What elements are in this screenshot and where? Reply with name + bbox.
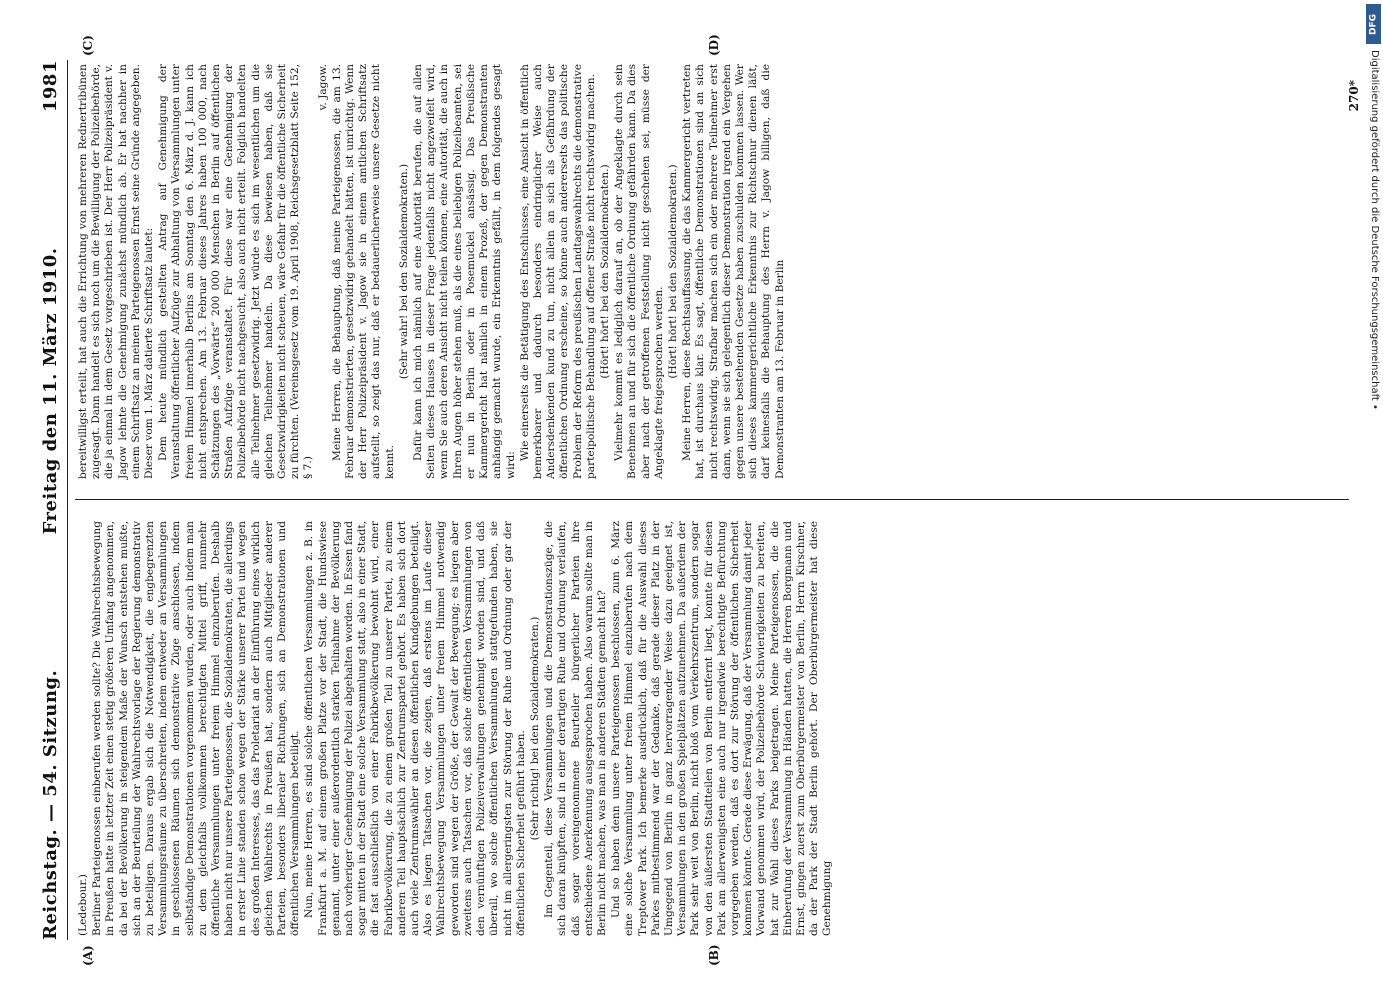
margin-mark-d: (D) <box>706 34 721 56</box>
signature-mark: 270* <box>1346 80 1361 112</box>
interjection: (Hört! hört! bei den Sozialdemokraten.) <box>666 164 679 379</box>
dfg-logo: DFG <box>1366 4 1381 44</box>
paragraph: Dafür kann ich mich nämlich auf eine Autorität berufen, die auf allen Seiten dieses Hauses in dieser Frage jedenfalls nicht angezweifelt wird, wenn Sie auch deren Ansicht nicht teilen können, eine Autorität, die auch in Ihren Augen höher stehen muß, als die eines beliebigen Polizeibeamten, sei er nun in Berlin oder in Posemuckel ansässig. Das Preußische Kammergericht hat nämlich in einem Prozeß, der gegen Demonstranten anhängig gemacht wurde, ein Erkenntnis gefällt, in dem folgendes gesagt wird: <box>411 64 516 479</box>
interjection: (Sehr richtig! bei den Sozialdemokraten.) <box>528 616 541 841</box>
paragraph: bereitwilligst erteilt, hat auch die Errichtung von mehreren Rednertribünen zugesagt. Dann handelt es sich noch um die Bewilligung der Polizeibehörde, die ja einmal in dem Gesetz vorgeschrieben ist. Der Herr Polizeipräsident v. Jagow lehnte die Genehmigung zunächst mündlich ab. Er hat nachher in einem Schriftsatz an meinen Parteigenossen Ernst seine Gründe angegeben. Dieser vom 1. März datierte Schriftsatz lautet: <box>76 64 155 479</box>
interjection: (Sehr wahr! bei den Sozialdemokraten.) <box>397 163 410 380</box>
paragraph: Meine Herren, die Behauptung, daß meine Parteigenossen, die am 13. Februar demonstrierten, gesetzwidrig gehandelt hätten, ist unrichtig. Wenn der Herr Polizeipräsident v. Jagow sie in einem amtlichen Schriftsatz aufstellt, so zeigt das nur, daß er bedauerlicherweise unsere Gesetze nicht kennt. <box>330 64 396 479</box>
speaker-name: (Ledebour.) <box>76 874 89 936</box>
page-header <box>35 60 65 940</box>
header-left: Reichstag. — 54. Sitzung. <box>39 669 60 940</box>
paragraph: Und so haben denn unsere Parteigenossen beschlossen, zum 6. März eine solche Versammlung unter freiem Himmel einzuberufen nach dem Treptower Park. Ich bemerke ausdrücklich, daß für die Auswahl dieses Parkes mitbestimmend war der Gedanke, daß gerade dieser Platz in der Umgegend von Berlin in ganz hervorragender Weise dazu geeignet ist, Versammlungen in den großen Spielplätzen aufzunehmen. Da außerdem der Park sehr weit von Berlin, nicht bloß vom Verkehrszentrum, sondern sogar von den äußersten Stadtteilen von Berlin entfernt liegt, konnte für diesen Park am allerwenigsten eine auch nur irgendwie berechtigte Befürchtung vorgegeben werden, daß es dort zur Störung der öffentlichen Sicherheit kommen könnte. Gerade diese Erwägung, daß der Versammlung damit jeder Vorwand genommen wird, der Polizeibehörde Schwierigkeiten zu bereiten, hat zur Wahl dieses Parks beigetragen. Meine Parteigenossen, die die Einberufung der Versammlung in Händen hatten, die Herren Borgmann und Ernst, gingen zuerst zum Oberbürgermeister von Berlin, Herrn Kirschner, da der Park der Stadt Berlin gehört. Der Oberbürgermeister hat diese Genehmigung <box>609 521 833 936</box>
rotated-page <box>17 20 1367 980</box>
quoted-judgment: Vielmehr kommt es lediglich darauf an, ob der Angeklagte durch sein Benehmen an und für sich die öffentliche Ordnung gefährden kann. Da dies aber nach der getroffenen Feststellung nicht geschehen sei, müsse der Angeklagte freigesprochen werden. <box>612 64 665 479</box>
interjection: (Hört! hört! bei den Sozialdemokraten.) <box>598 164 611 379</box>
paragraph: Im Gegenteil, diese Versammlungen und die Demonstrationszüge, die sich daran knüpften, sind in einer derartigen Ruhe und Ordnung verlaufen, daß sogar voreingenommene Beurteiler bürgerlicher Parteien ihre entschiedene Anerkennung ausgesprochen haben. Also warum sollte man in Berlin nicht machen, was man in anderen Städten gemacht hat? <box>542 521 608 936</box>
document-page <box>17 20 1367 980</box>
digitization-credit <box>1363 50 1381 870</box>
paragraph: Nun, meine Herren, es sind solche öffentlichen Versammlungen z. B. in Frankfurt a. M. auf einem großen Platze vor der Stadt, die Hundswiese genannt, unter einer außerordentlich starken Teilnahme der Bevölkerung nach vorheriger Genehmigung der Polizei abgehalten worden. In Essen fand sogar mitten in der Stadt eine solche Versammlung statt, also in einer Stadt, die fast ausschließlich von einer Fabrikbevölkerung bewohnt wird, einer Fabrikbevölkerung, die zu einem großen Teil zu unserer Partei, zu einem anderen Teil hauptsächlich zur Zentrumspartei gehört. Es haben sich dort auch viele Zentrumswähler an diesen öffentlichen Kundgebungen beteiligt. Also es liegen Tatsachen vor, die zeigen, daß erstens im Laufe dieser Wahlrechtsbewegung Versammlungen unter freiem Himmel notwendig geworden sind wegen der Größe, der Gewalt der Bewegung; es liegen aber zweitens auch Tatsachen vor, daß solche öffentlichen Versammlungen von den vernünftigen Polizeiverwaltungen genehmigt worden sind, und daß überall, wo solche öffentlichen Versammlungen stattgefunden haben, sie nicht im allergeringsten zur Störung der Ruhe und Ordnung oder gar der öffentlichen Sicherheit geführt haben. <box>302 521 527 936</box>
quoted-letter: Dem heute mündlich gestellten Antrag auf Genehmigung der Veranstaltung öffentlicher Aufzüge zur Abhaltung von Versammlungen unter freiem Himmel innerhalb Berlins am Sonntag den 6. März d. J. kann ich nicht entsprechen. Am 13. Februar dieses Jahres haben 100 000, nach Schätzungen des „Vorwärts“ 200 000 Menschen in Berlin auf öffentlichen Straßen Aufzüge veranstaltet. Für diese war eine Genehmigung der Polizeibehörde nicht nachgesucht, also auch nicht erteilt. Folglich handelten alle Teilnehmer gesetzwidrig. Jetzt würde es sich im wesentlichen um die gleichen Teilnehmer handeln. Da diese bewiesen haben, daß sie Gesetzwidrigkeiten nicht scheuen, wäre Gefahr für die öffentliche Sicherheit zu fürchten. (Vereinsgesetz vom 19. April 1908, Reichsgesetzblatt Seite 152, § 7.) <box>156 64 314 479</box>
credit-text: Digitalisierung gefördert durch die Deutsche Forschungsgemeinschaft • <box>1369 50 1380 410</box>
right-column <box>77 64 788 479</box>
paragraph: Berliner Parteigenossen einberufen werden sollte? Die Wahlrechtsbewegung in Preußen hatte in letzter Zeit einen stetig größeren Umfang angenommen, da bei der Bevölkerung in steigendem Maße der Wunsch entstehen mußte, sich an der Beurteilung der Wahlrechtsvorlage der Regierung demonstrativ zu beteiligen. Daraus ergab sich die Notwendigkeit, die engbegrenzten Versammlungsräume zu überschreiten, indem entweder an Versammlungen in geschlossenen Räumen sich demonstrative Züge anschlossen, indem selbständige Demonstrationen vorgenommen wurden, oder auch indem man zu dem gleichfalls vollkommen berechtigten Mittel griff, nunmehr öffentliche Versammlungen unter freiem Himmel einzuberufen. Deshalb haben nicht nur unsere Parteigenossen, die Sozialdemokraten, die allerdings in erster Linie standen schon wegen der Stärke unserer Partei und wegen des großen Interesses, das das Proletariat an der Einführung eines wirklich gleichen Wahlrechts in Preußen hat, sondern auch Mitglieder anderer Parteien, besonders liberaler Richtungen, sich an Demonstrationen und öffentlichen Versammlungen beteiligt. <box>90 521 301 936</box>
page-number: 1981 <box>39 60 60 113</box>
margin-mark-b: (B) <box>706 944 721 966</box>
column-divider <box>75 499 1349 500</box>
paragraph: Meine Herren, diese Rechtsauffassung, die das Kammergericht vertreten hat, ist durchaus klar. Es sagt, öffentliche Demonstrationen sind an sich nicht rechtswidrig. Strafbar machen sich ein oder mehrere Teilnehmer erst dann, wenn sie sich gelegentlich dieser Demonstration irgend ein Vergehen gegen unsere bestehenden Gesetze haben zuschulden kommen lassen. Wer sich dieses kammergerichtliche Erkenntnis zur Richtschnur dienen läßt, darf keinesfalls die Behauptung des Herrn v. Jagow billigen, daß die Demonstranten am 13. Februar in Berlin <box>680 64 786 479</box>
signature-text: v. Jagow. <box>316 64 329 111</box>
quoted-judgment: Wie einerseits die Betätigung des Entschlusses, eine Ansicht in öffentlich bemerkbarer und dadurch besonders eindringlicher Weise auch Andersdenkenden kund zu tun, nicht allein an sich als Gefährdung der öffentlichen Ordnung erscheine, so könne auch andererseits das politische Problem der Reform des preußischen Landtagswahlrechts die demonstrative parteipolitische Behandlung auf offener Straße nicht rechtswidrig machen. <box>518 64 597 479</box>
margin-mark-c: (C) <box>80 35 95 56</box>
margin-mark-a: (A) <box>80 945 95 966</box>
header-rule <box>67 60 68 940</box>
left-column <box>77 521 836 936</box>
header-center: Freitag den 11. März 1910. <box>39 247 60 535</box>
